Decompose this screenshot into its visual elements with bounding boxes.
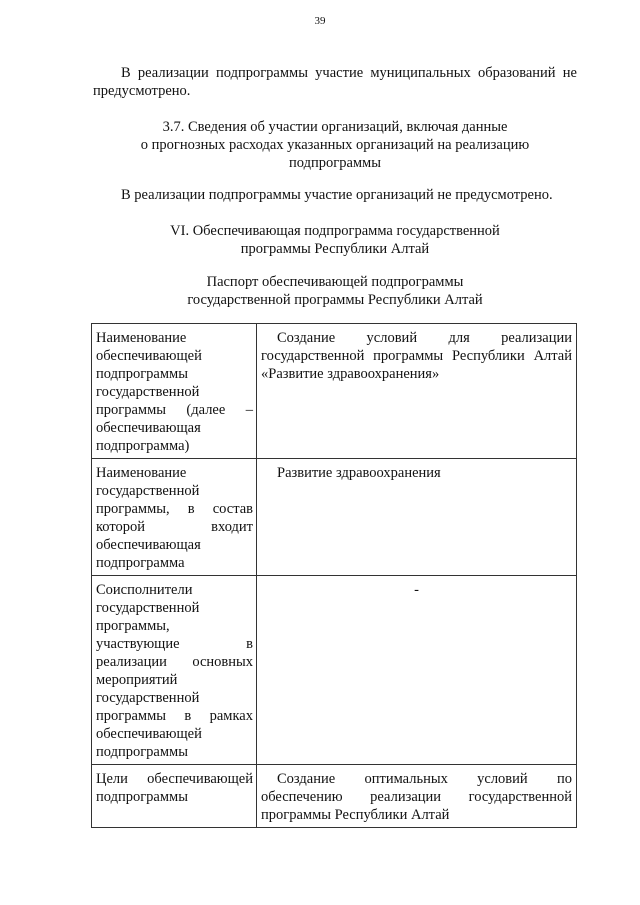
heading-line: VI. Обеспечивающая подпрограмма государственной: [170, 223, 500, 239]
row-value-text: Развитие здравоохранения: [277, 465, 441, 481]
paragraph-text: В реализации подпрограммы участие муниципальных образований не предусмотрено.: [93, 65, 577, 99]
paragraph-organization-participation: [93, 186, 577, 204]
row-value-text: Создание условий для реализации государственной программы Республики Алтай «Развитие здравоохранения»: [261, 330, 572, 382]
heading-line: о прогнозных расходах указанных организаций на реализацию: [140, 137, 530, 153]
section-heading-vi: [93, 222, 577, 258]
heading-line: государственной программы Республики Алтай: [187, 292, 483, 308]
paragraph-text: В реализации подпрограммы участие организаций не предусмотрено.: [121, 187, 553, 203]
heading-line: Паспорт обеспечивающей подпрограммы: [206, 274, 464, 290]
heading-line: 3.7. Сведения об участии организаций, включая данные: [162, 119, 508, 135]
table-row: [92, 324, 577, 459]
section-heading-3-7: [93, 118, 577, 172]
row-label: Наименование государственной программы, в состав которой входит обеспечивающая подпрограмма: [92, 459, 257, 576]
row-label: Соисполнители государственной программы, участвующие в реализации основных мероприятий государственной программы в рамках обеспечивающей подпрограммы: [92, 576, 257, 765]
table-row: [92, 576, 577, 765]
paragraph-municipal-participation: [93, 64, 577, 100]
page-number: 39: [314, 15, 326, 27]
heading-line: программы Республики Алтай: [240, 241, 430, 257]
row-value: [257, 765, 577, 828]
row-label: Цели обеспечивающей подпрограммы: [92, 765, 257, 828]
row-value: [257, 576, 577, 765]
row-value-text: Создание оптимальных условий по обеспечению реализации государственной программы Республики Алтай: [261, 771, 572, 823]
table-row: [92, 765, 577, 828]
row-label: Наименование обеспечивающей подпрограммы государственной программы (далее – обеспечивающая подпрограмма): [92, 324, 257, 459]
row-value: [257, 459, 577, 576]
passport-heading: [93, 273, 577, 309]
table-row: [92, 459, 577, 576]
row-value: [257, 324, 577, 459]
heading-line: подпрограммы: [289, 155, 381, 171]
passport-table: [91, 323, 577, 828]
row-value-text: -: [414, 582, 419, 598]
